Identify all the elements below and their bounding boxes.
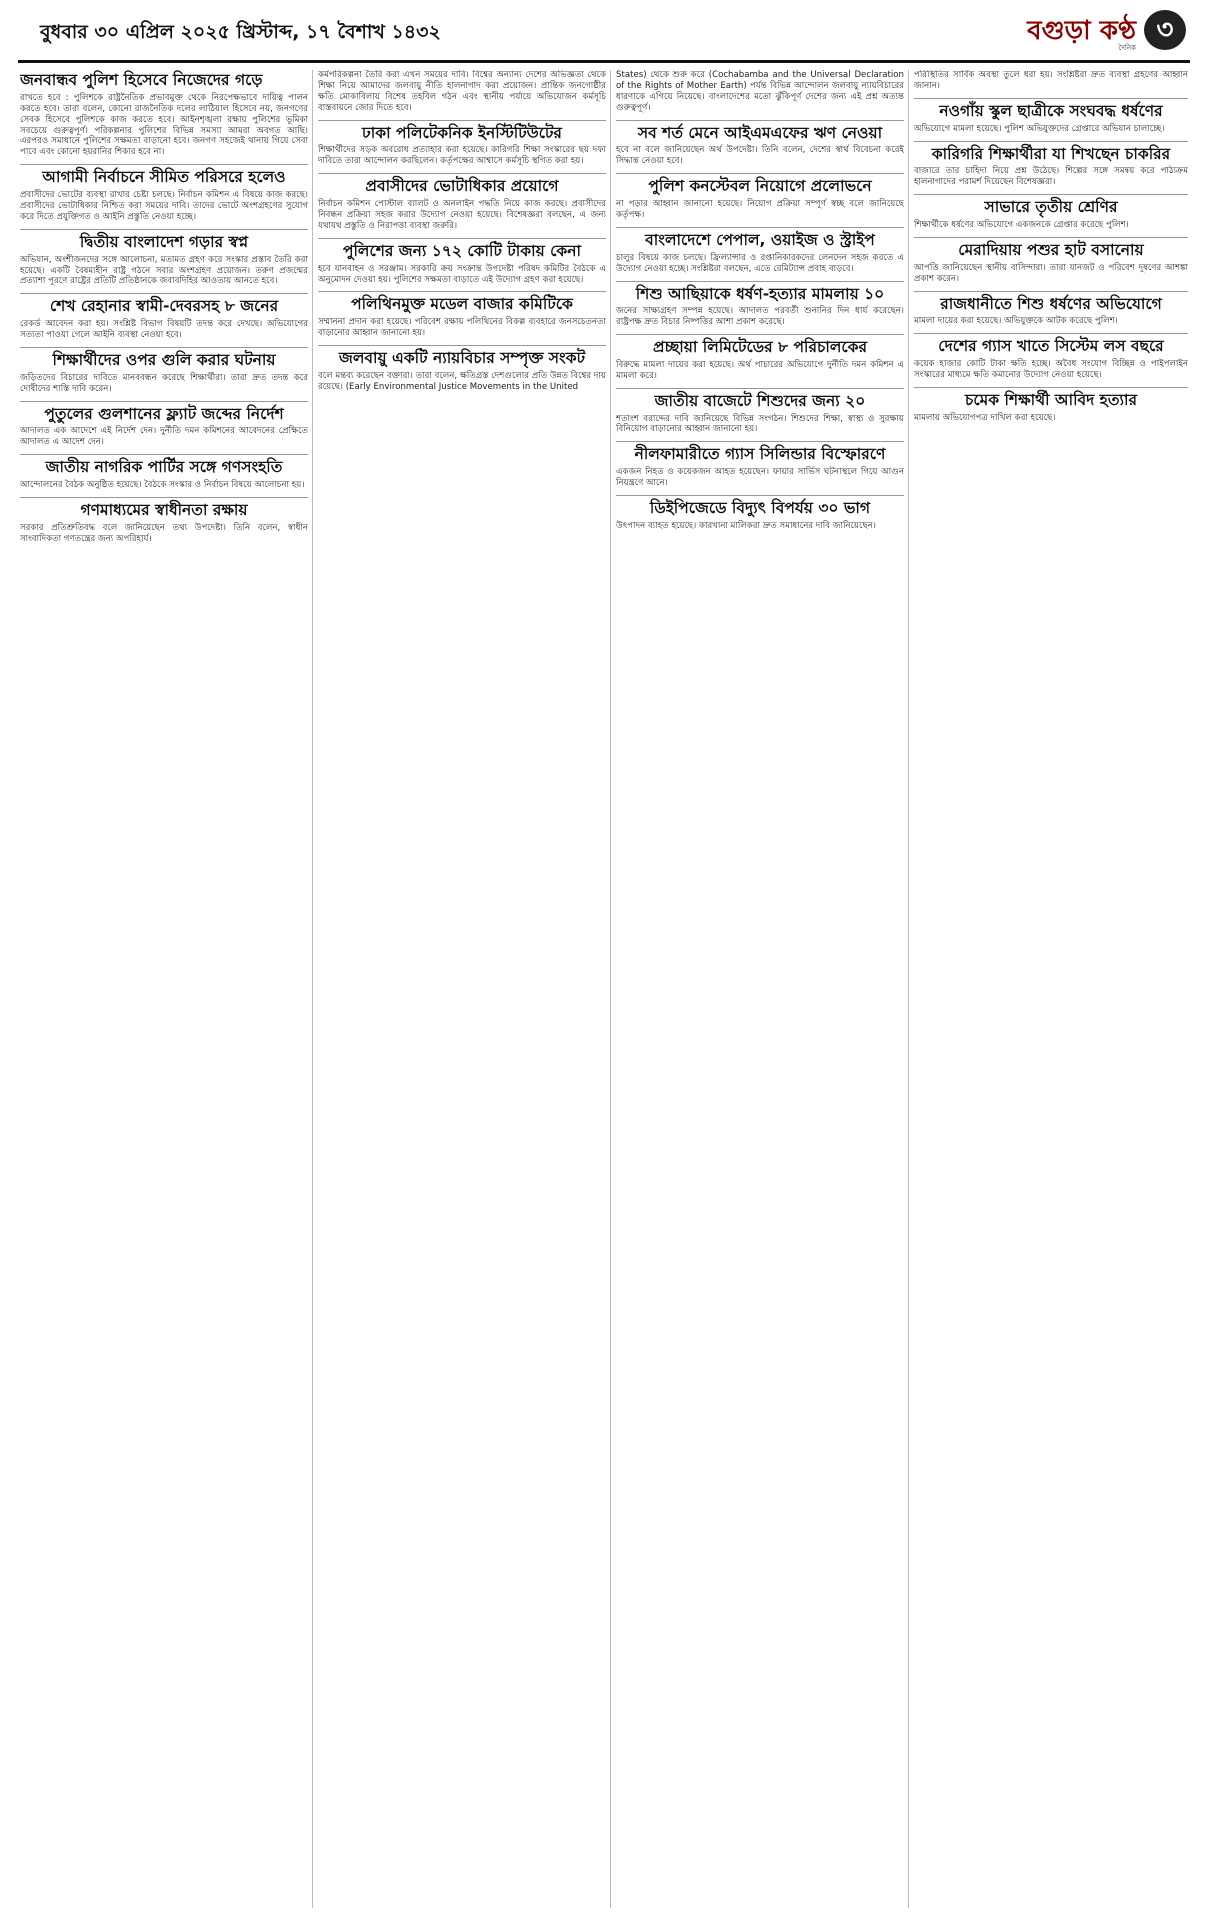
column-3: [616, 70, 904, 1908]
story-body: বিরুদ্ধে মামলা দায়ের করা হয়েছে। অর্থ পাচারের অভিযোগে দুর্নীতি দমন কমিশন এ মামলা করে।: [616, 359, 904, 381]
story-headline: সাভারে তৃতীয় শ্রেণির: [984, 198, 1118, 217]
news-story: [318, 345, 606, 393]
story-body: সম্মাননা প্রদান করা হয়েছে। পরিবেশ রক্ষায় পলিথিনের বিকল্প ব্যবহারে জনসচেতনতা বাড়ানোর আহ্বান জানানো হয়।: [318, 317, 606, 339]
news-story: [318, 70, 606, 114]
story-body: বাজারে তার চাহিদা নিয়ে প্রশ্ন উঠেছে। শিল্পের সঙ্গে সমন্বয় করে পাঠ্যক্রম হালনাগাদের পরামর্শ দিয়েছেন বিশেষজ্ঞরা।: [914, 166, 1188, 188]
column-2: [318, 70, 606, 1908]
story-headline: প্রবাসীদের ভোটাধিকার প্রয়োগে: [365, 177, 559, 196]
news-story: [616, 388, 904, 436]
column-4: [914, 70, 1188, 1908]
story-body: পরিস্থিতির সার্বিক অবস্থা তুলে ধরা হয়। সংশ্লিষ্টরা দ্রুত ব্যবস্থা গ্রহণের আহ্বান জানান।: [914, 70, 1188, 91]
story-headline: ডিইপিজেডে বিদ্যুৎ বিপর্যয় ৩০ ভাগ: [649, 499, 871, 517]
story-body: হবে না বলে জানিয়েছেন অর্থ উপদেষ্টা। তিনি বলেন, দেশের স্বার্থ বিবেচনা করেই সিদ্ধান্ত নেওয়া হবে।: [616, 145, 904, 167]
news-story: [20, 72, 308, 158]
story-body: সরকার প্রতিশ্রুতিবদ্ধ বলে জানিয়েছেন তথ্য উপদেষ্টা। তিনি বলেন, স্বাধীন সাংবাদিকতা গণতন্ত্রের জন্য অপরিহার্য।: [20, 522, 308, 544]
news-story: [616, 281, 904, 329]
news-story: [616, 173, 904, 221]
column-divider: [312, 70, 313, 1908]
story-headline: শিক্ষার্থীদের ওপর গুলি করার ঘটনায়: [52, 350, 276, 369]
story-headline: পুলিশের জন্য ১৭২ কোটি টাকায় কেনা: [342, 241, 582, 260]
column-1: [20, 70, 308, 1908]
story-headline: প্রচ্ছায়া লিমিটেডের ৮ পরিচালকের: [653, 338, 867, 357]
story-body: প্রবাসীদের ভোটের ব্যবস্থা রাখার চেষ্টা চলছে। নির্বাচন কমিশন এ বিষয়ে কাজ করছে। প্রবাসীদের ভোটাধিকার নিশ্চিত করা সময়ের দাবি। তাদের ভোটে অংশগ্রহণের সুযোগ করে দিতে প্রযুক্তিগত ও আইনি প্রস্তুতি নেওয়া হচ্ছে।: [20, 190, 308, 222]
news-story: [20, 347, 308, 395]
story-headline: জাতীয় নাগরিক পার্টির সঙ্গে গণসংহতি: [45, 458, 283, 477]
story-headline: জনবান্ধব পুলিশ হিসেবে নিজেদের গড়ে: [20, 71, 263, 89]
story-body: চালুর বিষয়ে কাজ চলছে। ফ্রিল্যান্সার ও রপ্তানিকারকদের লেনদেন সহজ করতে এ উদ্যোগ নেওয়া হচ্ছে। সংশ্লিষ্টরা বলছেন, এতে রেমিট্যান্স প্রবাহ বাড়বে।: [616, 252, 904, 274]
news-story: [616, 334, 904, 382]
page-number: ৩: [1144, 10, 1186, 50]
news-story: [20, 229, 308, 288]
story-body: একজন নিহত ও কয়েকজন আহত হয়েছেন। ফায়ার সার্ভিস ঘটনাস্থলে গিয়ে আগুন নিয়ন্ত্রণে আনে।: [616, 467, 904, 489]
story-headline: সব শর্ত মেনে আইএমএফের ঋণ নেওয়া: [637, 123, 883, 142]
story-body: আন্দোলনের বৈঠক অনুষ্ঠিত হয়েছে। বৈঠকে সংস্কার ও নির্বাচন বিষয়ে আলোচনা হয়।: [20, 480, 305, 490]
story-headline: নওগাঁয় স্কুল ছাত্রীকে সংঘবদ্ধ ধর্ষণের: [939, 101, 1163, 120]
story-body: শিক্ষার্থীকে ধর্ষণের অভিযোগে একজনকে গ্রেপ্তার করেছে পুলিশ।: [914, 219, 1129, 230]
story-body: না পড়ার আহ্বান জানানো হয়েছে। নিয়োগ প্রক্রিয়া সম্পূর্ণ স্বচ্ছ বলে জানিয়েছে কর্তৃপক্ষ।: [616, 199, 904, 220]
story-headline: পুতুলের গুলশানের ফ্ল্যাট জব্দের নির্দেশ: [44, 404, 284, 423]
logo-name: বগুড়া কণ্ঠ: [1027, 16, 1136, 46]
page-header: [0, 0, 1208, 62]
news-story: [914, 237, 1188, 285]
news-story: [20, 401, 308, 449]
story-body: অভিযান, অংশীজনদের সঙ্গে আলোচনা, মতামত গ্রহণ করে সংস্কার প্রস্তাব তৈরি করা হয়েছে। একটি বৈষম্যহীন রাষ্ট্র গঠনে সবার অংশগ্রহণ প্রয়োজন। তরুণ প্রজন্মের প্রত্যাশা পূরণে রাষ্ট্রের প্রতিটি প্রতিষ্ঠানকে জবাবদিহির আওতায় আনতে হবে।: [20, 254, 308, 287]
story-body: রেকর্ড আবেদন করা হয়। সংশ্লিষ্ট বিভাগ বিষয়টি তদন্ত করে দেখছে। অভিযোগের সত্যতা পাওয়া গেলে আইনি ব্যবস্থা নেওয়া হবে।: [20, 319, 308, 341]
story-body: শতাংশ বরাদ্দের দাবি জানিয়েছে বিভিন্ন সংগঠন। শিশুদের শিক্ষা, স্বাস্থ্য ও সুরক্ষায় বিনিয়োগ বাড়ানোর আহ্বান জানানো হয়।: [616, 413, 904, 435]
story-body: রাখতে হবে : পুলিশকে রাষ্ট্রনৈতিক প্রভাবমুক্ত থেকে নিরপেক্ষভাবে দায়িত্ব পালন করতে হবে। তারা বলেন, কোনো রাজনৈতিক দলের লাঠিয়াল হিসেবে নয়, জনগণের সেবক হিসেবে পুলিশকে কাজ করতে হবে। আইনশৃঙ্খলা রক্ষায় পুলিশের ভূমিকা সবচেয়ে গুরুত্বপূর্ণ। পরিকল্পনার পুলিশের বিভিন্ন সমস্যা আমরা অবগত আছি। এরপরও সমাধানে পুলিশের সক্ষমতা বাড়ানো হবে। জনগণ সহজেই থানায় গিয়ে সেবা পাবে এবং কোনো হয়রানির শিকার হবে না।: [20, 92, 308, 158]
story-body: বলে মন্তব্য করেছেন বক্তারা। তারা বলেন, ক্ষতিগ্রস্ত দেশগুলোর প্রতি উন্নত বিশ্বের দায় রয়েছে। (Early Environmental Justice Movements in the United: [318, 370, 606, 392]
news-story: [914, 194, 1188, 231]
story-body: নির্বাচন কমিশন পোস্টাল ব্যালট ও অনলাইন পদ্ধতি নিয়ে কাজ করছে। প্রবাসীদের নিবন্ধন প্রক্রিয়া সহজ করার উদ্যোগ নেওয়া হয়েছে। বিশেষজ্ঞরা বলছেন, এ জন্য যথাযথ প্রস্তুতি ও নিরাপত্তা ব্যবস্থা জরুরি।: [318, 199, 606, 231]
news-story: [914, 98, 1188, 135]
story-headline: পুলিশ কনস্টেবল নিয়োগে প্রলোভনে: [648, 177, 872, 196]
story-body: জনের সাক্ষ্যগ্রহণ সম্পন্ন হয়েছে। আদালত পরবর্তী শুনানির দিন ধার্য করেছেন। রাষ্ট্রপক্ষ দ্রুত বিচার নিষ্পত্তির আশা প্রকাশ করেছে।: [616, 306, 904, 328]
story-body: আপত্তি জানিয়েছেন স্থানীয় বাসিন্দারা। তারা যানজট ও পরিবেশ দূষণের আশঙ্কা প্রকাশ করেন।: [914, 262, 1188, 284]
story-headline: গণমাধ্যমের স্বাধীনতা রক্ষায়: [80, 500, 248, 519]
news-story: [914, 387, 1188, 424]
story-body: কর্মপরিকল্পনা তৈরি করা এখন সময়ের দাবি। বিশ্বের অন্যান্য দেশের অভিজ্ঞতা থেকে শিক্ষা নিয়ে আমাদের জলবায়ু নীতি হালনাগাদ করা প্রয়োজন। প্রান্তিক জনগোষ্ঠীর ক্ষতি মোকাবিলায় বিশেষ তহবিল গঠন এবং স্থানীয় পর্যায়ে অভিযোজন কর্মসূচি বাস্তবায়নে জোর দিতে হবে।: [318, 70, 606, 113]
news-story: [20, 164, 308, 223]
story-headline: জাতীয় বাজেটে শিশুদের জন্য ২০: [654, 391, 866, 410]
news-story: [318, 238, 606, 286]
story-body: কয়েক হাজার কোটি টাকা ক্ষতি হচ্ছে। অবৈধ সংযোগ বিচ্ছিন্ন ও পাইপলাইন সংস্কারের মাধ্যমে ক্ষতি কমানোর উদ্যোগ নেওয়া হয়েছে।: [914, 359, 1188, 380]
news-story: [318, 173, 606, 232]
logo-tagline: দৈনিক: [1118, 44, 1136, 52]
story-headline: মেরাদিয়ায় পশুর হাট বসানোয়: [958, 240, 1144, 259]
news-story: [20, 497, 308, 545]
story-headline: দেশের গ্যাস খাতে সিস্টেম লস বছরে: [938, 337, 1164, 356]
story-body: আদালত এক আদেশে এই নির্দেশ দেন। দুর্নীতি দমন কমিশনের আবেদনের প্রেক্ষিতে আদালত এ আদেশ দেন।: [20, 426, 308, 448]
news-story: [616, 441, 904, 489]
news-story: [318, 291, 606, 339]
story-headline: নীলফামারীতে গ্যাস সিলিন্ডার বিস্ফোরণে: [634, 445, 886, 464]
story-headline: চমেক শিক্ষার্থী আবিদ হত্যার: [965, 390, 1137, 409]
column-divider: [610, 70, 611, 1908]
news-story: [914, 141, 1188, 189]
header-rule: [18, 60, 1190, 63]
story-headline: শিশু আছিয়াকে ধর্ষণ-হত্যার মামলায় ১০: [635, 284, 885, 303]
story-headline: ঢাকা পলিটেকনিক ইনস্টিটিউটের: [362, 123, 562, 142]
story-body: উৎপাদন ব্যাহত হয়েছে। কারখানা মালিকরা দ্রুত সমাধানের দাবি জানিয়েছেন।: [616, 520, 876, 531]
news-story: [616, 70, 904, 114]
news-story: [20, 454, 308, 491]
news-story: [616, 120, 904, 168]
column-divider: [908, 70, 909, 1908]
story-body: জড়িতদের বিচারের দাবিতে মানববন্ধন করেছে শিক্ষার্থীরা। তারা দ্রুত তদন্ত করে দোষীদের শাস্তি দাবি করেন।: [20, 372, 308, 394]
story-body: মামলায় অভিযোগপত্র দাখিল করা হয়েছে।: [914, 412, 1056, 423]
news-story: [20, 293, 308, 341]
story-body: হবে যানবাহন ও সরঞ্জাম। সরকারি ক্রয় সংক্রান্ত উপদেষ্টা পরিষদ কমিটির বৈঠকে এ অনুমোদন দেওয়া হয়। পুলিশের সক্ষমতা বাড়াতে এই উদ্যোগ গ্রহণ করা হয়েছে।: [318, 263, 606, 285]
news-story: [616, 495, 904, 532]
news-story: [616, 227, 904, 275]
issue-date: বুধবার ৩০ এপ্রিল ২০২৫ খ্রিস্টাব্দ, ১৭ বৈশাখ ১৪৩২: [40, 21, 441, 43]
news-story: [914, 70, 1188, 92]
news-story: [318, 120, 606, 168]
story-headline: শেখ রেহানার স্বামী-দেবরসহ ৮ জনের: [49, 297, 279, 316]
newspaper-logo: [990, 8, 1190, 52]
story-headline: আগামী নির্বাচনে সীমিত পরিসরে হলেও: [42, 168, 286, 187]
news-story: [914, 291, 1188, 328]
story-headline: রাজধানীতে শিশু ধর্ষণের অভিযোগে: [940, 294, 1162, 313]
story-body: শিক্ষার্থীদের সড়ক অবরোধ প্রত্যাহার করা হয়েছে। কারিগরি শিক্ষা সংস্কারের ছয় দফা দাবিতে তারা আন্দোলন করছিলেন। কর্তৃপক্ষের আশ্বাসে কর্মসূচি স্থগিত করা হয়।: [318, 145, 606, 167]
news-story: [914, 333, 1188, 381]
story-headline: কারিগরি শিক্ষার্থীরা যা শিখছেন চাকরির: [931, 144, 1171, 163]
story-body: মামলা দায়ের করা হয়েছে। অভিযুক্তকে আটক করেছে পুলিশ।: [914, 316, 1118, 327]
story-headline: দ্বিতীয় বাংলাদেশ গড়ার স্বপ্ন: [79, 232, 249, 251]
story-body: States) থেকে শুরু করে (Cochabamba and the Universal Declaration of the Rights of Mother Earth) পর্যন্ত বিভিন্ন আন্দোলন জলবায়ু ন্যায়বিচারের ধারণাকে এগিয়ে নিয়েছে। বাংলাদেশের মতো ঝুঁকিপূর্ণ দেশের জন্য এই প্রশ্ন অত্যন্ত গুরুত্বপূর্ণ।: [616, 70, 904, 113]
story-headline: বাংলাদেশে পেপাল, ওয়াইজ ও স্ট্রাইপ: [645, 230, 875, 249]
story-headline: জলবায়ু একটি ন্যায়বিচার সম্পৃক্ত সংকট: [338, 349, 586, 368]
story-headline: পলিথিনমুক্ত মডেল বাজার কমিটিকে: [351, 295, 573, 314]
story-body: অভিযোগে মামলা হয়েছে। পুলিশ অভিযুক্তদের গ্রেপ্তারে অভিযান চালাচ্ছে।: [914, 123, 1165, 134]
